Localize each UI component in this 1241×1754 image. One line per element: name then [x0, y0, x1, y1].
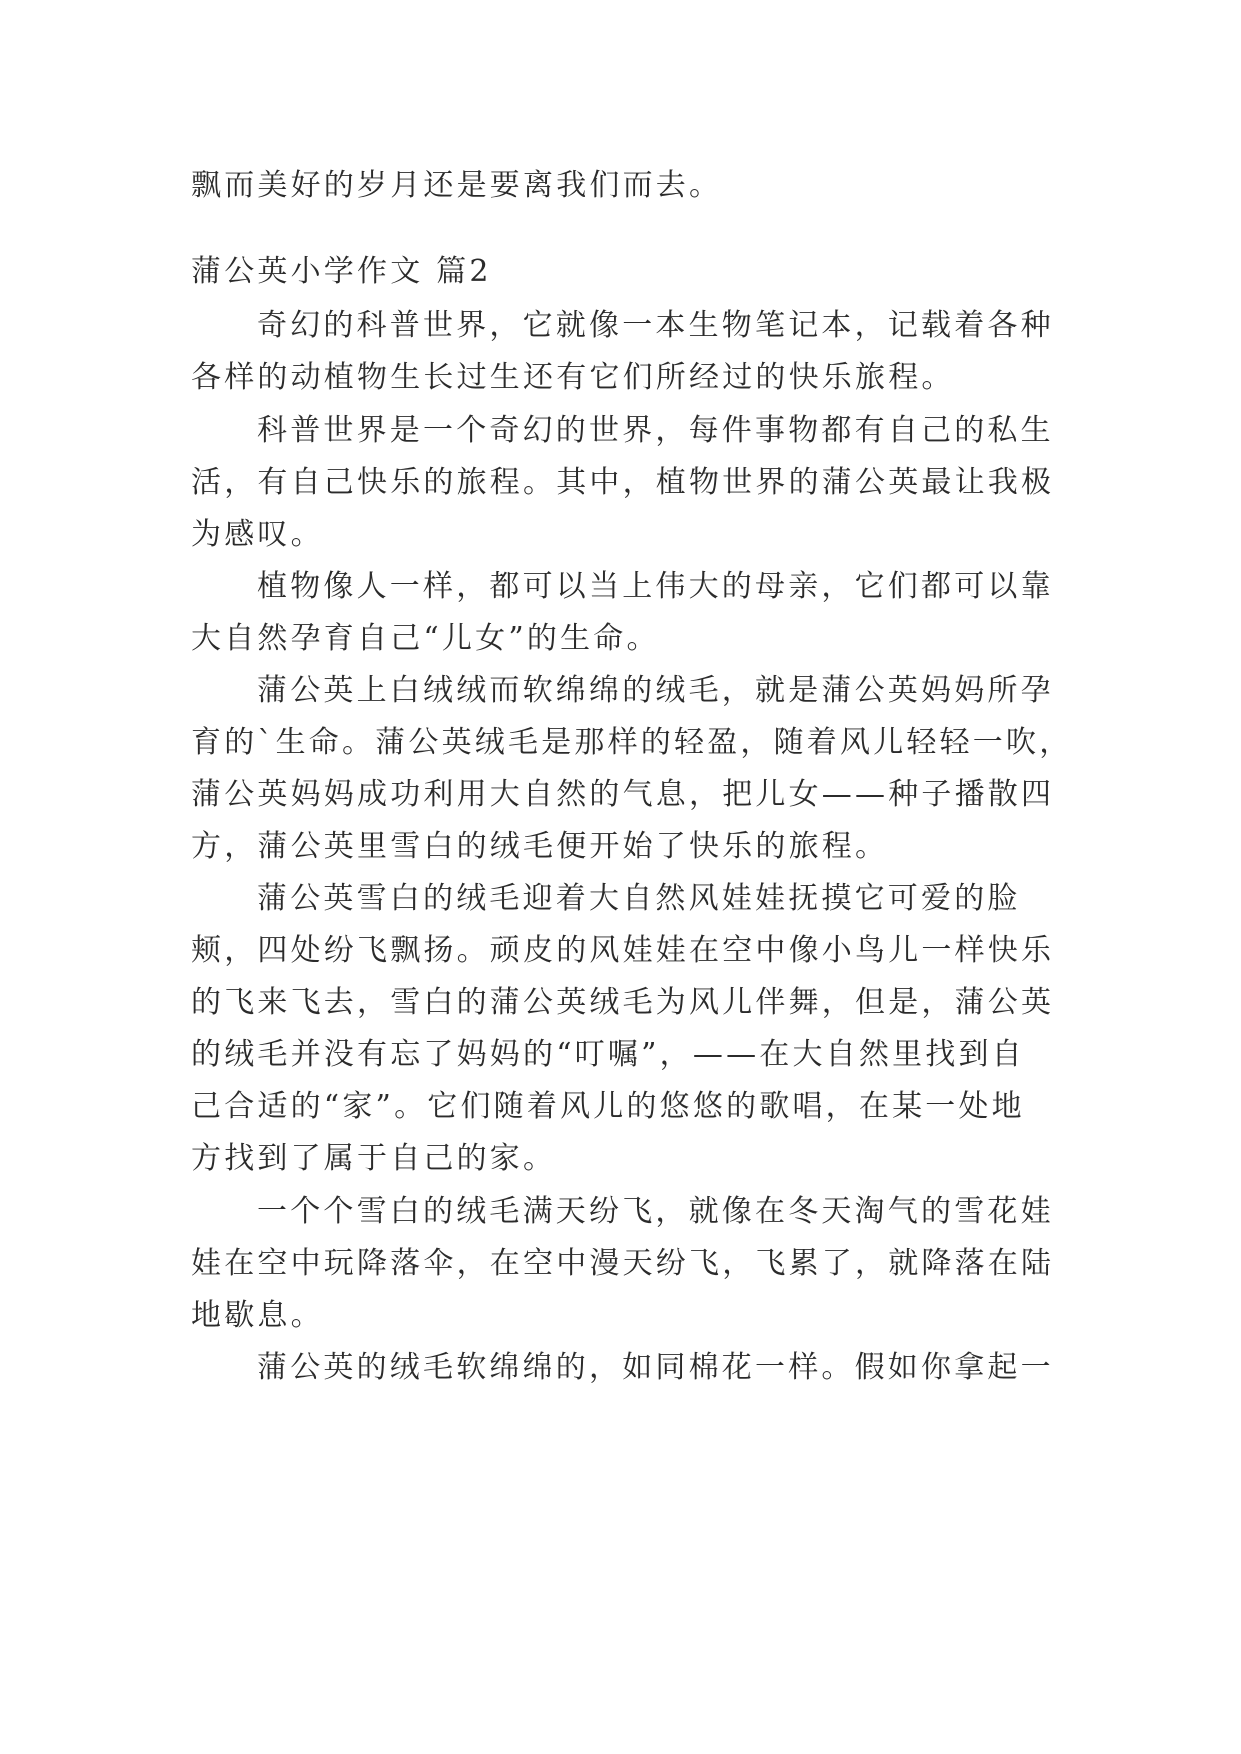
text-line: 娃在空中玩降落伞，在空中漫天纷飞，飞累了，就降落在陆 — [191, 1246, 1055, 1281]
text-line: 地歇息。 — [191, 1298, 324, 1333]
text-line: 为感叹。 — [191, 517, 324, 552]
text-line: 各样的动植物生长过生还有它们所经过的快乐旅程。 — [191, 360, 955, 395]
text-line: 飘而美好的岁月还是要离我们而去。 — [191, 168, 723, 203]
text-line: 活，有自己快乐的旅程。其中，植物世界的蒲公英最让我极 — [191, 465, 1055, 500]
paragraph-first-line: 蒲公英的绒毛软绵绵的，如同棉花一样。假如你拿起一 — [257, 1350, 1054, 1385]
paragraph-first-line: 奇幻的科普世界，它就像一本生物笔记本，记载着各种 — [257, 308, 1054, 343]
paragraph-first-line: 科普世界是一个奇幻的世界，每件事物都有自己的私生 — [257, 413, 1054, 448]
paragraph-first-line: 植物像人一样，都可以当上伟大的母亲，它们都可以靠 — [257, 569, 1054, 604]
text-line: 的飞来飞去，雪白的蒲公英绒毛为风儿伴舞，但是，蒲公英 — [191, 985, 1055, 1020]
text-line: 蒲公英妈妈成功利用大自然的气息，把儿女——种子播散四 — [191, 777, 1055, 812]
paragraph-first-line: 蒲公英雪白的绒毛迎着大自然风娃娃抚摸它可爱的脸 — [257, 881, 1021, 916]
text-line: 颊，四处纷飞飘扬。顽皮的风娃娃在空中像小鸟儿一样快乐 — [191, 933, 1055, 968]
paragraph-first-line: 一个个雪白的绒毛满天纷飞，就像在冬天淘气的雪花娃 — [257, 1194, 1054, 1229]
section-heading: 蒲公英小学作文 篇2 — [191, 254, 492, 289]
text-line: 己合适的“家”。它们随着风儿的悠悠的歌唱，在某一处地 — [191, 1089, 1025, 1124]
text-line: 方找到了属于自己的家。 — [191, 1141, 557, 1176]
text-line: 方，蒲公英里雪白的绒毛便开始了快乐的旅程。 — [191, 829, 889, 864]
text-line: 大自然孕育自己“儿女”的生命。 — [191, 621, 660, 656]
text-line: 的绒毛并没有忘了妈妈的“叮嘱”，——在大自然里找到自 — [191, 1037, 1025, 1072]
paragraph-first-line: 蒲公英上白绒绒而软绵绵的绒毛，就是蒲公英妈妈所孕 — [257, 673, 1054, 708]
text-line: 育的`生命。蒲公英绒毛是那样的轻盈，随着风儿轻轻一吹， — [191, 725, 1073, 760]
